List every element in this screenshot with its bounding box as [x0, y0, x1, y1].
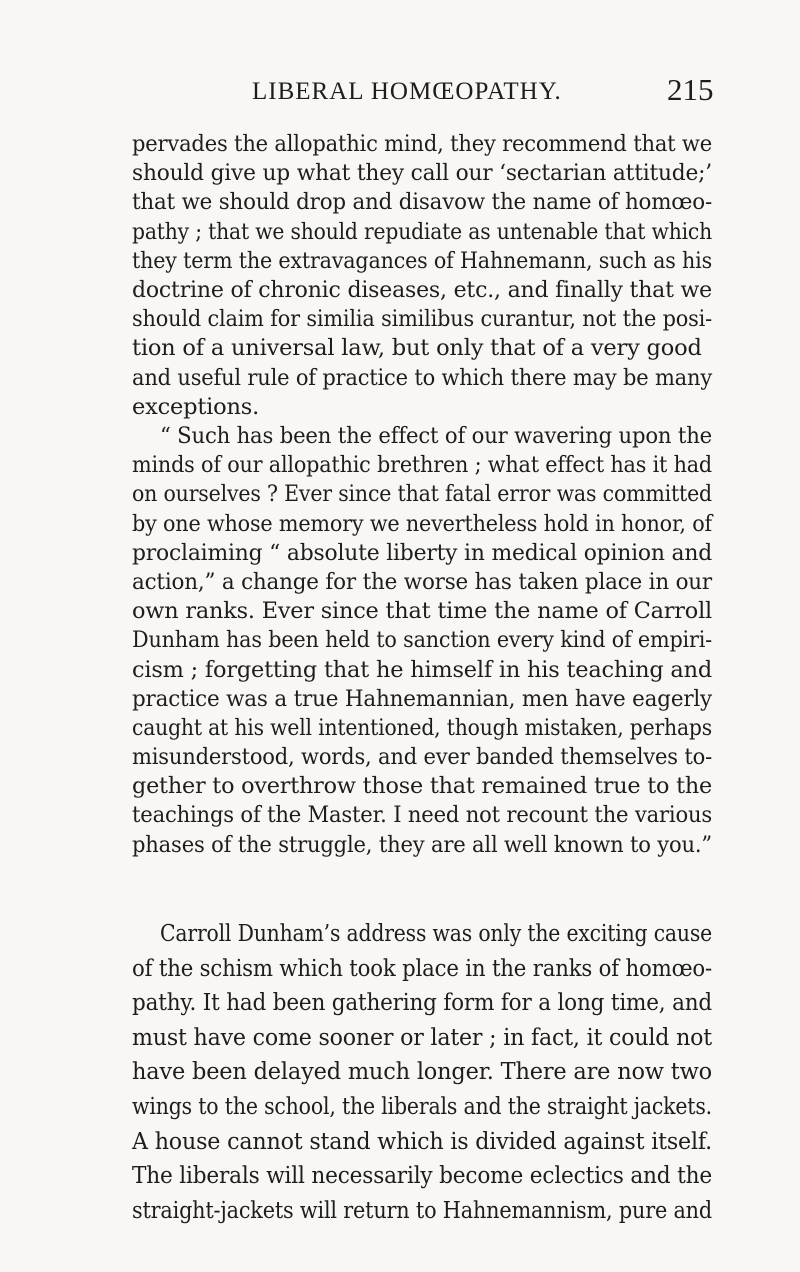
text-line: by one whose memory we nevertheless hold in honor, of: [132, 510, 712, 537]
text-line: teachings of the Master. I need not recount the various: [132, 802, 712, 829]
text-line: action,” a change for the worse has taken place in our: [132, 568, 712, 595]
text-line: wings to the school, the liberals and the straight jackets.: [132, 1093, 712, 1120]
text-line: proclaiming “ absolute liberty in medical opinion and: [132, 539, 712, 566]
text-line: doctrine of chronic diseases, etc., and finally that we: [132, 276, 712, 303]
text-line: pathy ; that we should repudiate as untenable that which: [132, 218, 712, 245]
text-line: practice was a true Hahnemannian, men have eagerly: [132, 685, 712, 712]
text-line: of the schism which took place in the ranks of homœo-: [132, 955, 712, 982]
text-line: that we should drop and disavow the name of homœo-: [132, 189, 712, 216]
text-line: cism ; forgetting that he himself in his teaching and: [132, 656, 712, 683]
text-line: pathy. It had been gathering form for a long time, and: [132, 990, 712, 1017]
text-line: Carroll Dunham’s address was only the exciting cause: [160, 921, 712, 947]
text-line: have been delayed much longer. There are now two: [132, 1059, 712, 1086]
text-line: gether to overthrow those that remained true to the: [132, 773, 712, 800]
text-line: own ranks. Ever since that time the name of Carroll: [132, 598, 712, 625]
text-line: tion of a universal law, but only that of a very good: [132, 335, 702, 362]
text-line: caught at his well intentioned, though mistaken, perhaps: [132, 714, 712, 741]
running-head: LIBERAL HOMŒOPATHY.: [252, 78, 562, 105]
text-line: should claim for similia similibus curantur, not the posi-: [132, 306, 712, 333]
text-line: “ Such has been the effect of our wavering upon the: [160, 423, 712, 449]
quote-paragraph-1: [132, 130, 712, 422]
text-line: must have come sooner or later ; in fact, it could not: [132, 1024, 712, 1051]
page-header: [0, 72, 800, 112]
text-line: The liberals will necessarily become eclectics and the: [132, 1163, 712, 1190]
text-line: straight-jackets will return to Hahnemannism, pure and: [132, 1197, 712, 1224]
text-line: they term the extravagances of Hahnemann, such as his: [132, 247, 712, 274]
page-number: 215: [667, 72, 714, 107]
text-line: A house cannot stand which is divided against itself.: [132, 1128, 712, 1155]
text-line: exceptions.: [132, 393, 260, 420]
text-line: Dunham has been held to sanction every kind of empiri-: [132, 627, 712, 654]
text-line: should give up what they call our ‘sectarian attitude;’: [132, 160, 712, 187]
text-line: misunderstood, words, and ever banded themselves to-: [132, 744, 712, 771]
text-line: phases of the struggle, they are all well known to you.”: [132, 831, 712, 858]
body-paragraph: [132, 917, 712, 1228]
quote-paragraph-2: [132, 422, 712, 860]
text-line: and useful rule of practice to which there may be many: [132, 364, 712, 391]
text-line: pervades the allopathic mind, they recommend that we: [132, 131, 712, 157]
text-line: minds of our allopathic brethren ; what effect has it had: [132, 452, 712, 479]
text-line: on ourselves ? Ever since that fatal error was committed: [132, 481, 712, 508]
